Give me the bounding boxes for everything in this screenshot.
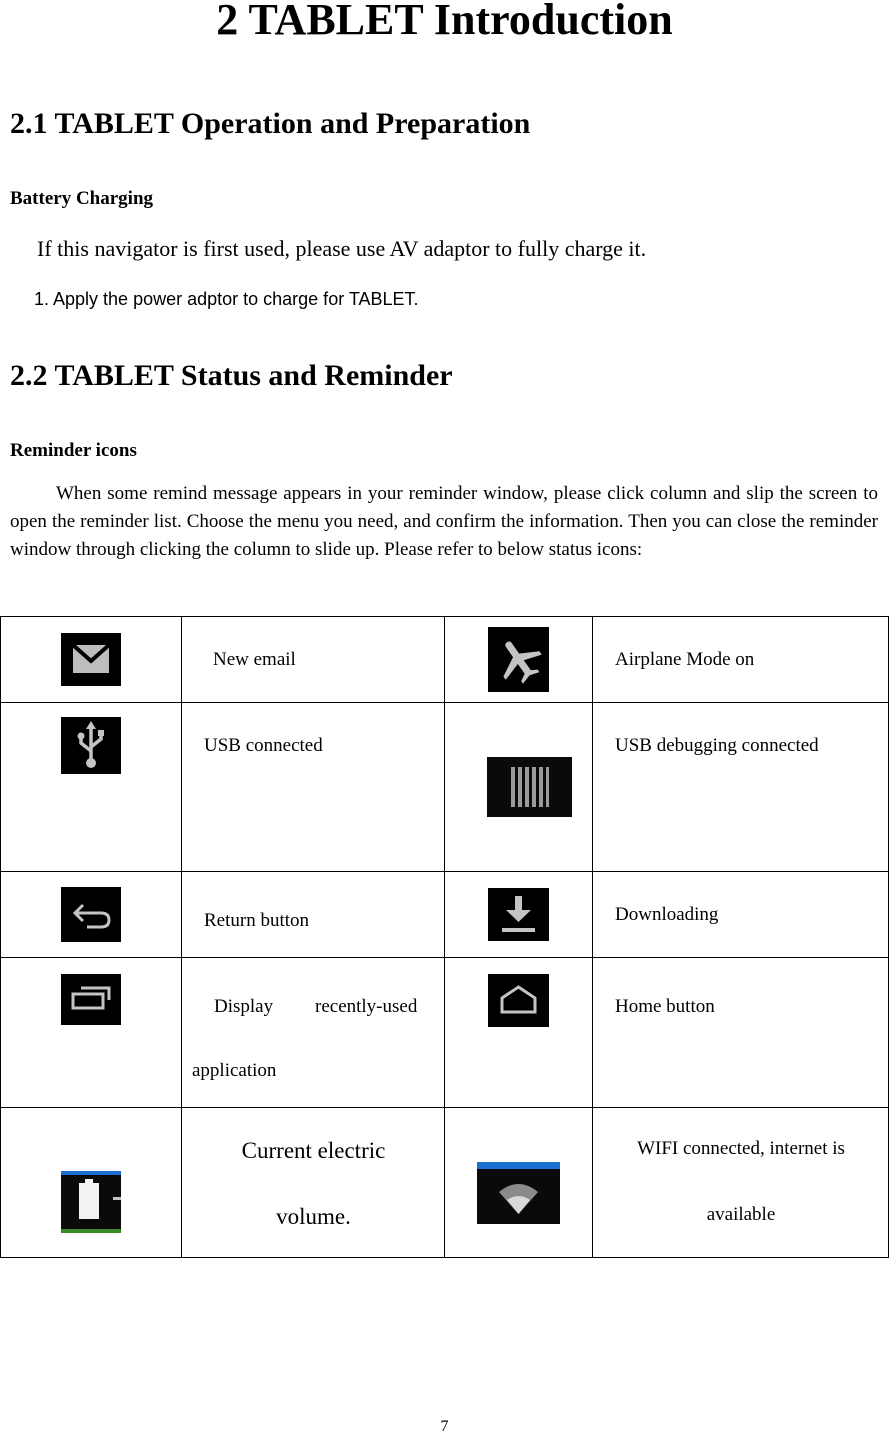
table-cell-icon [1, 958, 182, 1108]
usb-debugging-icon [487, 757, 572, 817]
reminder-paragraph: When some remind message appears in your reminder window, please click column and slip the screen to open the reminder list. Choose the menu you need, and confirm the information. Then you can close the reminder window through clicking the column to slide up. Please refer to below status icons: [10, 483, 878, 560]
table-cell-icon [445, 1108, 593, 1258]
table-cell-label [593, 703, 889, 872]
label-home-button: Home button [615, 996, 715, 1017]
table-cell-label [593, 958, 889, 1108]
label-downloading: Downloading [615, 904, 719, 925]
table-cell-icon [1, 617, 182, 703]
wifi-icon [477, 1162, 560, 1224]
table-cell-icon [1, 1108, 182, 1258]
table-cell-icon [1, 703, 182, 872]
charge-step-1: 1. Apply the power adptor to charge for TABLET. [34, 289, 419, 309]
table-row [1, 703, 889, 872]
table-cell-icon [445, 617, 593, 703]
download-icon [488, 888, 549, 941]
table-cell-label [182, 872, 445, 958]
recent-apps-icon [61, 974, 121, 1025]
page-title: 2 TABLET Introduction [216, 0, 673, 44]
label-usb-connected: USB connected [204, 735, 323, 756]
table-cell-icon [445, 958, 593, 1108]
section-heading-status: 2.2 TABLET Status and Reminder [10, 359, 453, 392]
table-cell-label [182, 617, 445, 703]
battery-icon [61, 1171, 121, 1233]
airplane-icon [488, 627, 549, 692]
table-cell-icon [445, 872, 593, 958]
label-airplane-mode: Airplane Mode on [615, 649, 755, 670]
return-icon [61, 887, 121, 942]
label-application: application [192, 1060, 277, 1081]
sub-heading-reminder-icons: Reminder icons [10, 440, 137, 461]
label-return-button: Return button [204, 910, 310, 931]
label-new-email: New email [213, 649, 296, 670]
status-icons-table [0, 616, 889, 1258]
email-icon [61, 633, 121, 686]
table-cell-icon [1, 872, 182, 958]
label-current-electric: Current electric [241, 1138, 386, 1163]
table-cell-label [182, 958, 445, 1108]
table-cell-label [182, 703, 445, 872]
table-row [1, 617, 889, 703]
home-icon [488, 974, 549, 1027]
table-row [1, 958, 889, 1108]
table-cell-label [593, 1108, 889, 1258]
charge-instruction: If this navigator is first used, please use AV adaptor to fully charge it. [37, 236, 647, 261]
usb-icon [61, 717, 121, 774]
table-cell-label [593, 872, 889, 958]
table-cell-icon [445, 703, 593, 872]
sub-heading-battery-charging: Battery Charging [10, 188, 154, 209]
label-wifi-connected: WIFI connected, internet is [637, 1138, 845, 1159]
table-cell-label [593, 617, 889, 703]
label-available: available [706, 1204, 776, 1225]
page-number: 7 [440, 1418, 449, 1435]
table-row [1, 1108, 889, 1258]
label-volume: volume. [276, 1204, 351, 1229]
table-row [1, 872, 889, 958]
section-heading-operation: 2.1 TABLET Operation and Preparation [10, 107, 531, 140]
label-display: Display [214, 996, 274, 1017]
table-cell-label [182, 1108, 445, 1258]
label-recently-used: recently-used [315, 996, 418, 1017]
label-usb-debugging: USB debugging connected [615, 735, 819, 756]
